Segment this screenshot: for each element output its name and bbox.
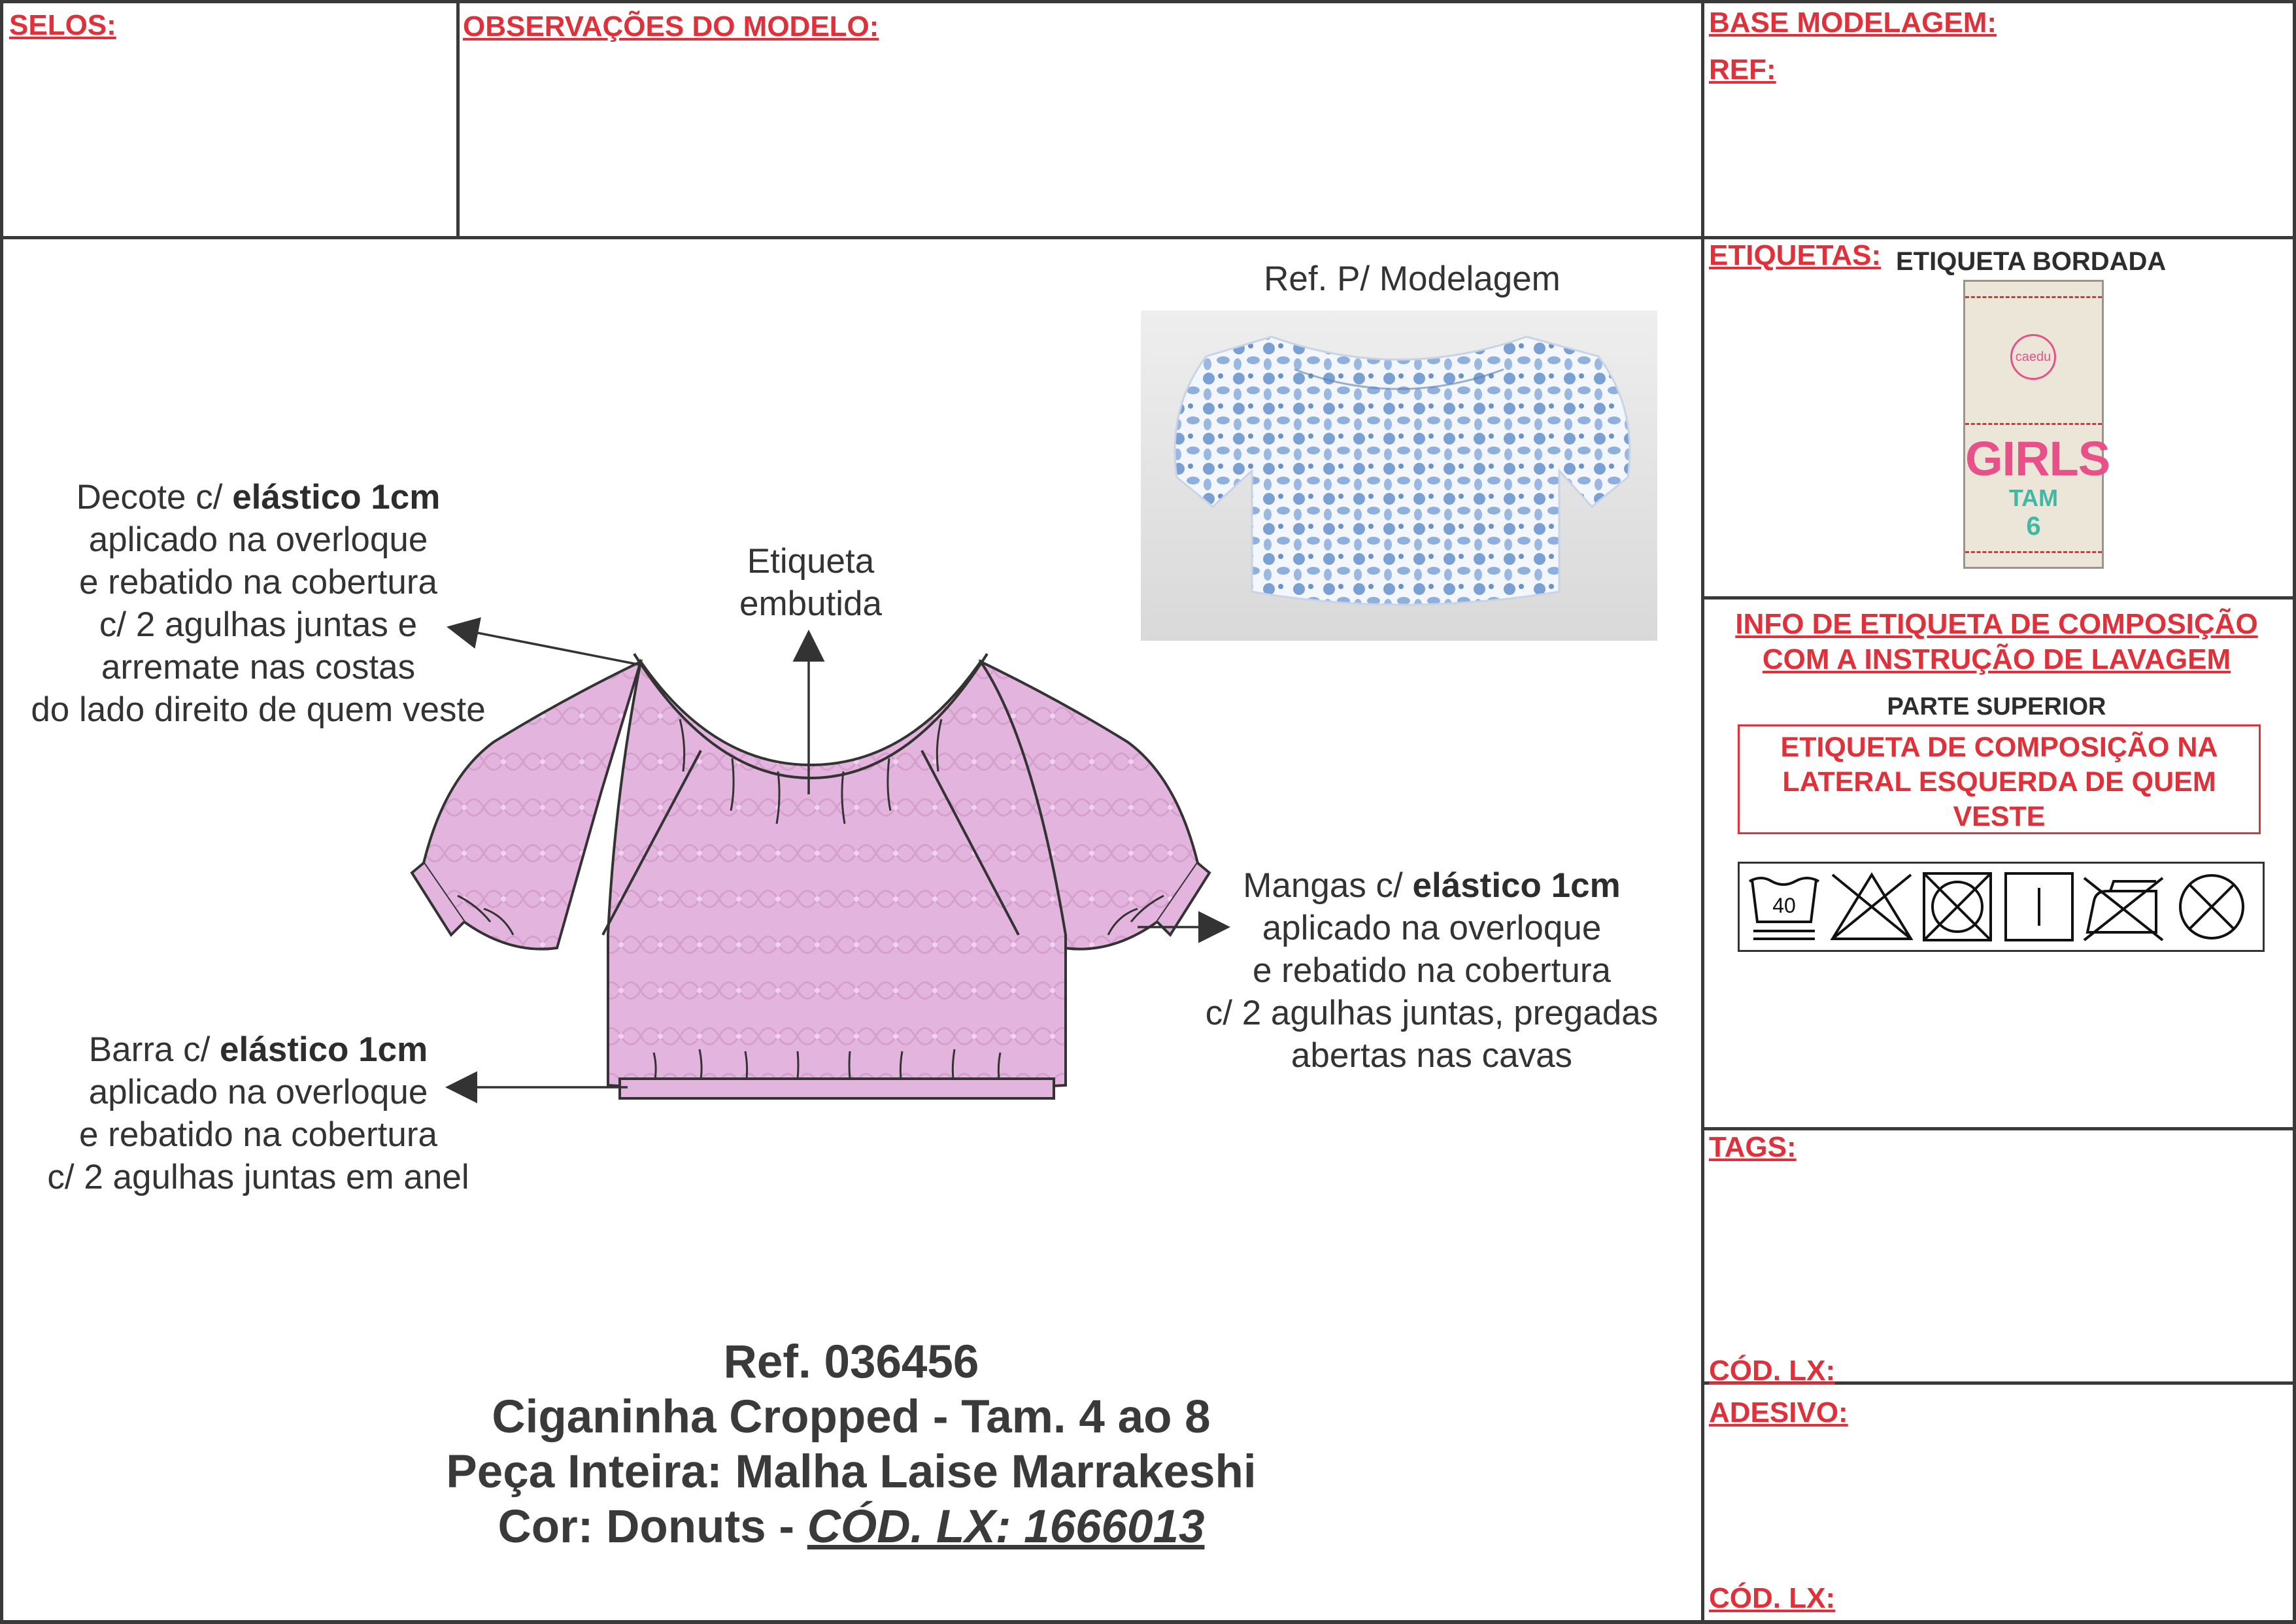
etiqueta-type: ETIQUETA BORDADA bbox=[1896, 247, 2167, 276]
label-tam: TAM bbox=[2008, 484, 2059, 511]
care-symbols bbox=[1738, 862, 2265, 952]
adesivo-label: ADESIVO: bbox=[1709, 1396, 1848, 1429]
mangas-note: Mangas c/ elástico 1cm aplicado na overloque e rebatido na cobertura c/ 2 agulhas juntas, pregadas abertas nas cavas bbox=[1205, 866, 1659, 1075]
product-name: Ciganinha Cropped - Tam. 4 ao 8 bbox=[492, 1391, 1211, 1443]
brand-logo: caedu bbox=[2010, 334, 2056, 380]
tags-label: TAGS: bbox=[1709, 1131, 1797, 1163]
product-ref: Ref. 036456 bbox=[723, 1336, 979, 1388]
photo-caption: Ref. P/ Modelagem bbox=[1264, 260, 1561, 298]
ref-label: REF: bbox=[1709, 54, 1776, 86]
embroidered-label bbox=[1963, 280, 2110, 569]
composicao-title-2: COM A INSTRUÇÃO DE LAVAGEM bbox=[1762, 643, 2231, 675]
product-material: Peça Inteira: Malha Laise Marrakeshi bbox=[446, 1446, 1257, 1498]
selos-label: SELOS: bbox=[9, 9, 116, 41]
composicao-part: PARTE SUPERIOR bbox=[1887, 693, 2106, 720]
label-fold-bottom bbox=[1965, 551, 2102, 553]
etiquetas-label: ETIQUETAS: bbox=[1709, 239, 1882, 271]
label-line: GIRLS bbox=[1965, 431, 2110, 486]
label-fold-middle bbox=[1965, 423, 2102, 425]
composicao-box: ETIQUETA DE COMPOSIÇÃO NA LATERAL ESQUERDA DE QUEM VESTE bbox=[1738, 724, 2261, 834]
label-fold-top bbox=[1965, 296, 2102, 298]
observacoes-label: OBSERVAÇÕES DO MODELO: bbox=[463, 10, 879, 42]
label-tam-value: 6 bbox=[2026, 512, 2041, 541]
svg-text:40: 40 bbox=[1772, 894, 1796, 917]
base-modelagem-label: BASE MODELAGEM: bbox=[1709, 7, 1997, 39]
adesivo-cod-label: CÓD. LX: bbox=[1709, 1582, 1836, 1614]
tags-cod-label: CÓD. LX: bbox=[1709, 1355, 1836, 1387]
composicao-title-1: INFO DE ETIQUETA DE COMPOSIÇÃO bbox=[1735, 608, 2258, 640]
barra-note: Barra c/ elástico 1cm aplicado na overloque e rebatido na cobertura c/ 2 agulhas juntas em anel bbox=[47, 1030, 469, 1196]
color-code: CÓD. LX: 1666013 bbox=[807, 1501, 1205, 1553]
decote-note: Decote c/ elástico 1cm aplicado na overloque e rebatido na cobertura c/ 2 agulhas juntas e arremate nas costas do lado direito de quem veste bbox=[31, 478, 486, 729]
product-color: Cor: Donuts - CÓD. LX: 1666013 bbox=[498, 1501, 1205, 1553]
etiqueta-note: Etiqueta embutida bbox=[739, 542, 883, 623]
